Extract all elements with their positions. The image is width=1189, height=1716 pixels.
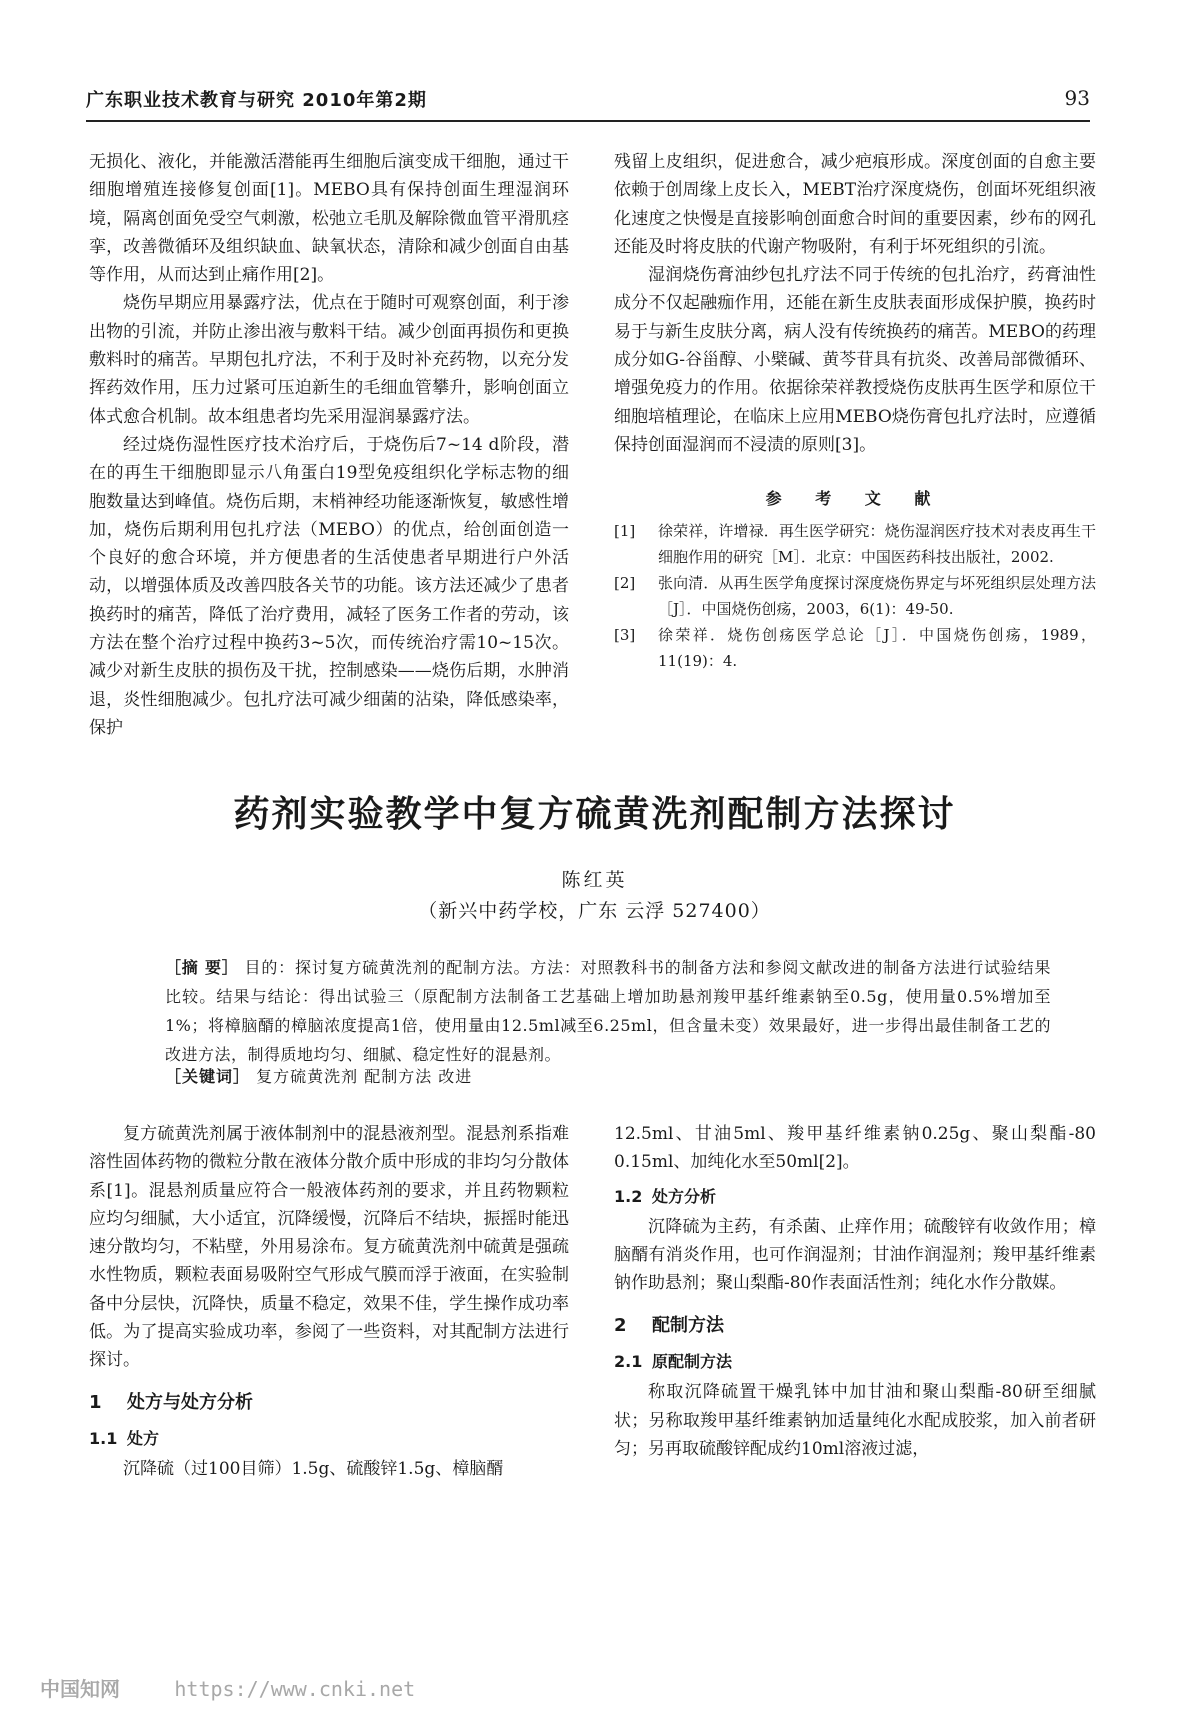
section-heading xyxy=(614,1312,1096,1340)
subsection-heading xyxy=(614,1348,1096,1376)
subsection-heading xyxy=(614,1183,1096,1211)
keywords xyxy=(165,1064,1051,1087)
reference-number: [3] xyxy=(614,625,636,644)
article-title: 药剂实验教学中复方硫黄洗剂配制方法探讨 xyxy=(233,794,956,835)
site-name: 中国知网 xyxy=(40,1677,120,1701)
section-number: 1.1 xyxy=(89,1428,118,1448)
references-heading: 参 考 文 献 xyxy=(765,489,945,509)
paragraph: 沉降硫为主药，有杀菌、止痒作用；硫酸锌有收敛作用；樟脑醑有消炎作用，也可作润湿剂；甘油作润湿剂；羧甲基纤维素钠作助悬剂；聚山梨酯-80作表面活性剂；纯化水作分散媒。 xyxy=(614,1216,1096,1294)
keywords-label: ［关键词］ xyxy=(165,1067,251,1086)
paragraph: 湿润烧伤膏油纱包扎疗法不同于传统的包扎治疗，药膏油性成分不仅起融痂作用，还能在新生皮肤表面形成保护膜，换药时易于与新生皮肤分离，病人没有传统换药的痛苦。MEBO的药理成分如G-谷甾醇、小檗碱、黄芩苷具有抗炎、改善局部微循环、增强免疫力的作用。依据徐荣祥教授烧伤皮肤再生医学和原位干细胞培植理论，在临床上应用MEBO烧伤膏包扎疗法时，应遵循保持创面湿润而不浸渍的原则[3]。 xyxy=(614,265,1096,455)
section-title: 原配制方法 xyxy=(652,1352,733,1372)
paragraph: 经过烧伤湿性医疗技术治疗后，于烧伤后7~14 d阶段，潜在的再生干细胞即显示八角蛋白19型免疫组织化学标志物的细胞数量达到峰值。烧伤后期，末梢神经功能逐渐恢复，敏感性增加，烧伤后期利用包扎疗法（MEBO）的优点，给创面创造一个良好的愈合环境，并方便患者的生活使患者早期进行户外活动，以增强体质及改善四肢各关节的功能。该方法还减少了患者换药时的痛苦，降低了治疗费用，减轻了医务工作者的劳动，该方法在整个治疗过程中换药3~5次，而传统治疗需10~15次。减少对新生皮肤的损伤及干扰，控制感染——烧伤后期，水肿消退，炎性细胞减少。包扎疗法可减少细菌的沾染，降低感染率，保护 xyxy=(89,434,569,738)
section-number: 2 xyxy=(614,1314,627,1336)
abstract-label: ［摘 要］ xyxy=(165,958,239,977)
subsection-heading xyxy=(89,1425,569,1453)
reference-item xyxy=(614,570,1096,622)
article-column-left xyxy=(89,1120,569,1484)
section-title: 配制方法 xyxy=(652,1314,724,1336)
paragraph: 残留上皮组织，促进愈合，减少疤痕形成。深度创面的自愈主要依赖于创周缘上皮长入，MEBT治疗深度烧伤，创面坏死组织液化速度之快慢是直接影响创面愈合时间的重要因素，纱布的网孔还能及时将皮肤的代谢产物吸附，有利于坏死组织的引流。 xyxy=(614,152,1096,257)
section-number: 2.1 xyxy=(614,1352,643,1372)
author-affiliation: （新兴中药学校，广东 云浮 527400） xyxy=(418,900,771,922)
watermark-footer xyxy=(40,1673,415,1702)
reference-text: 徐荣祥．烧伤创疡医学总论［J］．中国烧伤创疡，1989，11(19)：4. xyxy=(658,625,1096,670)
journal-name: 广东职业技术教育与研究 2010年第2期 xyxy=(86,90,427,111)
article-author: 陈红英 xyxy=(561,869,628,891)
keywords-text: 复方硫黄洗剂 配制方法 改进 xyxy=(256,1067,473,1086)
paragraph: 12.5ml、甘油5ml、羧甲基纤维素钠0.25g、聚山梨酯-80 0.15ml、加纯化水至50ml[2]。 xyxy=(614,1124,1096,1173)
page-number: 93 xyxy=(1064,86,1090,110)
reference-text: 徐荣祥，许增禄．再生医学研究：烧伤湿润医疗技术对表皮再生干细胞作用的研究［M］．北京：中国医药科技出版社，2002. xyxy=(658,521,1096,566)
section-number: 1 xyxy=(89,1391,102,1413)
prev-article-column-left xyxy=(89,148,569,742)
site-url[interactable]: https://www.cnki.net xyxy=(174,1677,416,1701)
abstract-text: 目的：探讨复方硫黄洗剂的配制方法。方法：对照教科书的制备方法和参阅文献改进的制备方法进行试验结果比较。结果与结论：得出试验三（原配制方法制备工艺基础上增加助悬剂羧甲基纤维素钠至0.5g，使用量0.5%增加至1%；将樟脑醑的樟脑浓度提高1倍，使用量由12.5ml减至6.25ml，但含量未变）效果最好，进一步得出最佳制备工艺的改进方法，制得质地均匀、细腻、稳定性好的混悬剂。 xyxy=(165,958,1051,1064)
reference-item xyxy=(614,518,1096,570)
reference-item xyxy=(614,622,1096,674)
section-title: 处方 xyxy=(127,1428,160,1448)
paragraph: 无损化、液化，并能激活潜能再生细胞后演变成干细胞，通过干细胞增殖连接修复创面[1]。MEBO具有保持创面生理湿润环境，隔离创面免受空气刺激，松弛立毛肌及解除微血管平滑肌痉挛，改善微循环及组织缺血、缺氧状态，清除和减少创面自由基等作用，从而达到止痛作用[2]。 xyxy=(89,152,569,286)
paragraph: 复方硫黄洗剂属于液体制剂中的混悬液剂型。混悬剂系指难溶性固体药物的微粒分散在液体分散介质中形成的非均匀分散体系[1]。混悬剂质量应符合一般液体药剂的要求，并且药物颗粒应均匀细腻，大小适宜，沉降缓慢，沉降后不结块，振摇时能迅速分散均匀，不粘壁，外用易涂布。复方硫黄洗剂中硫黄是强疏水性物质，颗粒表面易吸附空气形成气膜而浮于液面，在实验制备中分层快，沉降快，质量不稳定，效果不佳，学生操作成功率低。为了提高实验成功率，参阅了一些资料，对其配制方法进行探讨。 xyxy=(89,1124,569,1371)
section-title: 处方分析 xyxy=(652,1186,717,1206)
section-title: 处方与处方分析 xyxy=(127,1391,253,1413)
article-column-right xyxy=(614,1120,1096,1463)
reference-number: [1] xyxy=(614,521,636,540)
paragraph: 烧伤早期应用暴露疗法，优点在于随时可观察创面，利于渗出物的引流，并防止渗出液与敷料干结。减少创面再损伤和更换敷料时的痛苦。早期包扎疗法，不利于及时补充药物，以充分发挥药效作用，压力过紧可压迫新生的毛细血管攀升，影响创面立体式愈合机制。故本组患者均先采用湿润暴露疗法。 xyxy=(89,293,569,427)
prev-article-column-right xyxy=(614,148,1096,674)
section-number: 1.2 xyxy=(614,1186,643,1206)
running-header xyxy=(86,86,1090,122)
abstract xyxy=(165,953,1051,1069)
section-heading xyxy=(89,1389,569,1417)
reference-number: [2] xyxy=(614,573,636,592)
paragraph: 沉降硫（过100目筛）1.5g、硫酸锌1.5g、樟脑醑 xyxy=(123,1459,504,1480)
paragraph: 称取沉降硫置干燥乳钵中加甘油和聚山梨酯-80研至细腻状；另称取羧甲基纤维素钠加适量纯化水配成胶浆，加入前者研匀；另再取硫酸锌配成约10ml溶液过滤， xyxy=(614,1382,1096,1459)
reference-text: 张向清．从再生医学角度探讨深度烧伤界定与坏死组织层处理方法［J］．中国烧伤创疡，2003，6(1)：49-50. xyxy=(658,573,1096,618)
